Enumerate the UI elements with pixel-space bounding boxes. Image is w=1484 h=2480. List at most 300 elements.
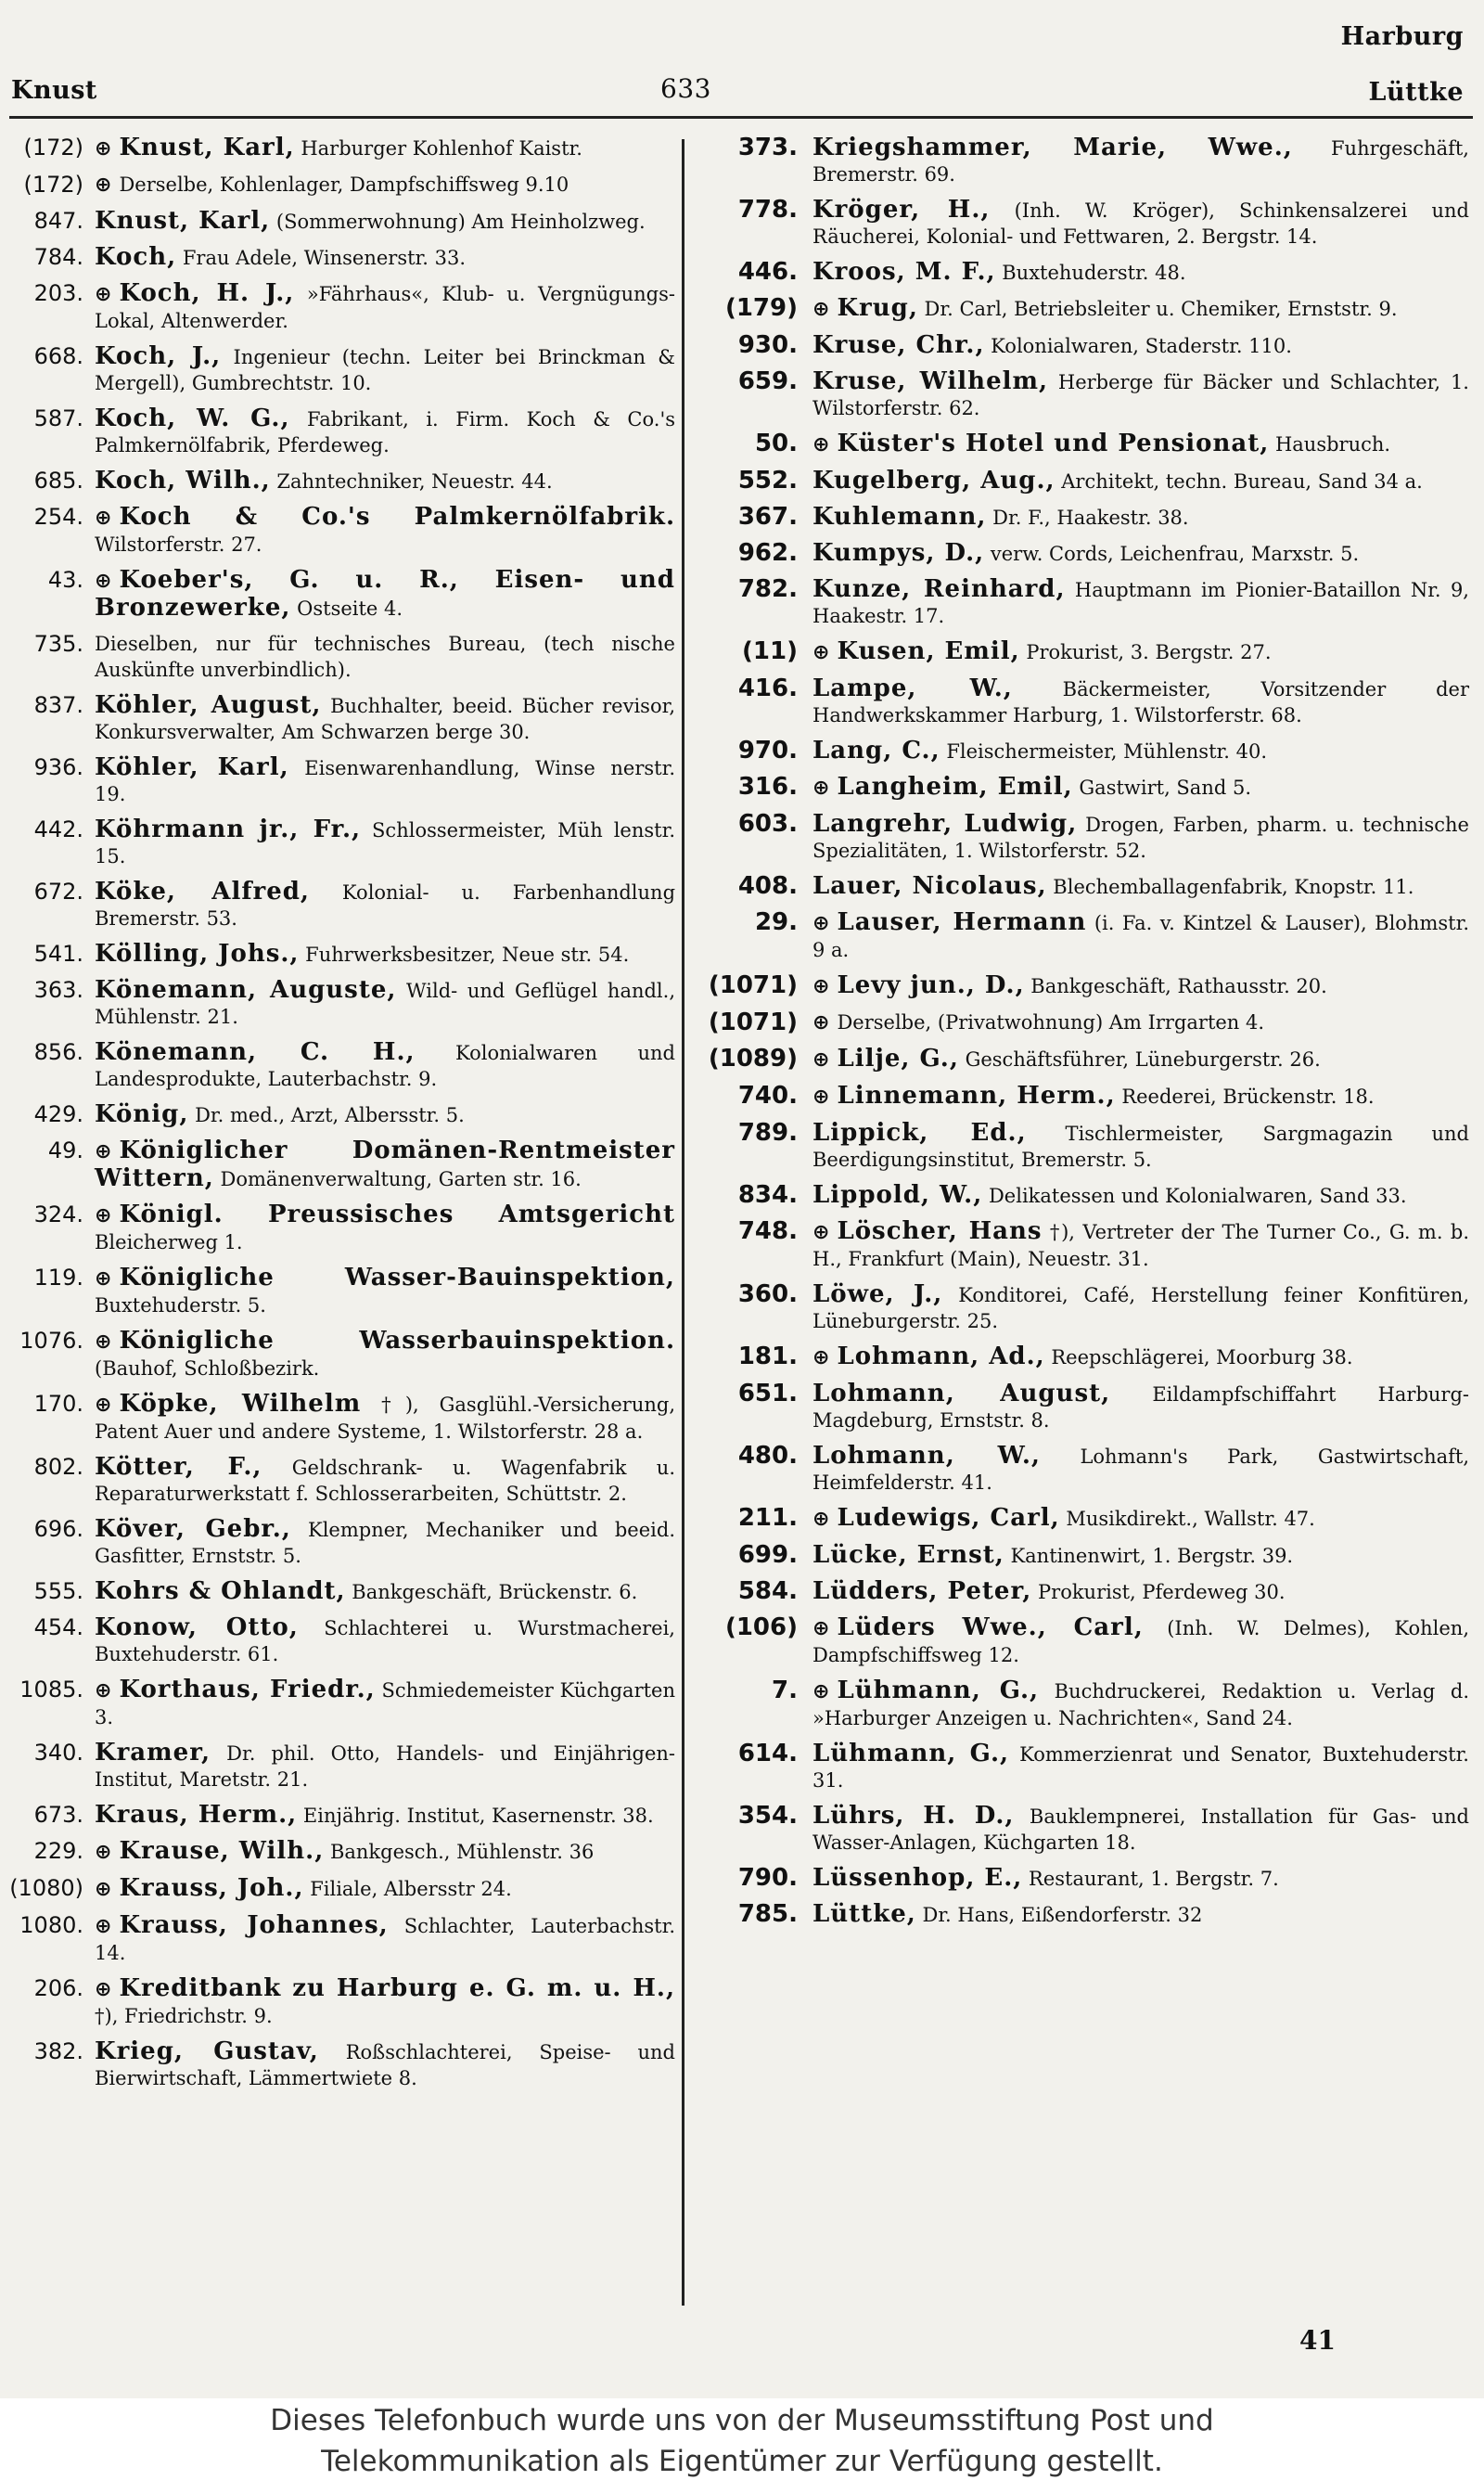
entry-text <box>812 197 1469 250</box>
entry-text <box>95 280 675 334</box>
subscriber-details: Harburger Kohlenhof Kaistr. <box>294 137 582 160</box>
subscriber-details: Bauklempnerei, Installation für Gas- und Wasser-Anlagen, Küchgarten 18. <box>812 1805 1469 1854</box>
directory-entry <box>697 1381 1469 1433</box>
directory-entry <box>6 135 675 162</box>
subscriber-details: Fuhrgeschäft, Bremerstr. 69. <box>812 137 1469 186</box>
header-first-name: Knust <box>11 76 97 105</box>
subscriber-name: Koch & Co.'s Palmkernölfabrik. <box>119 503 675 531</box>
subscriber-details: Kolonialwaren, Staderstr. 110. <box>984 335 1292 357</box>
phone-number: 354. <box>737 1802 798 1830</box>
subscriber-details: (i. Fa. v. Kintzel & Lauser), Blohmstr. 9 a. <box>812 912 1469 961</box>
directory-entry <box>6 1975 675 2029</box>
telephone-mark-icon: ⊕ <box>95 173 112 197</box>
entry-text <box>95 692 675 745</box>
phone-number: 1080. <box>19 1912 83 1938</box>
entry-text <box>95 504 675 558</box>
phone-number: 785. <box>737 1900 798 1928</box>
directory-entry <box>697 1083 1469 1111</box>
entry-text <box>812 1343 1469 1371</box>
subscriber-name: Lang, C., <box>812 737 940 765</box>
entry-text <box>812 738 1469 765</box>
subscriber-name: Königl. Preussisches Amtsgericht <box>119 1201 675 1228</box>
directory-entry <box>6 1677 675 1730</box>
subscriber-details: Bankgeschäft, Rathausstr. 20. <box>1024 975 1327 997</box>
subscriber-details: Konditorei, Café, Herstellung feiner Konfitüren, Lüneburgerstr. 25. <box>812 1284 1469 1332</box>
entry-text <box>812 368 1469 421</box>
entry-text <box>812 468 1469 495</box>
phone-number: 373. <box>737 134 798 161</box>
phone-number: (1089) <box>708 1045 798 1073</box>
phone-number: 673. <box>33 1802 83 1828</box>
entry-text <box>95 405 675 458</box>
directory-entry <box>697 1741 1469 1793</box>
telephone-mark-icon: ⊕ <box>95 283 112 306</box>
entry-text <box>812 576 1469 629</box>
subscriber-details: Wild- und Geflügel handl., Mühlenstr. 21. <box>95 980 675 1028</box>
phone-number: 203. <box>33 280 83 306</box>
entry-text <box>812 1009 1469 1036</box>
subscriber-name: Lüdders, Peter, <box>812 1577 1032 1605</box>
subscriber-details: Buxtehuderstr. 48. <box>995 262 1186 284</box>
phone-number: 837. <box>33 692 83 718</box>
entry-text <box>812 675 1469 728</box>
phone-number: 480. <box>737 1442 798 1470</box>
directory-entry <box>6 280 675 334</box>
telephone-mark-icon: ⊕ <box>95 1204 112 1227</box>
subscriber-details: Buchdruckerei, Redaktion u. Verlag d. »Harburger Anzeigen u. Nachrichten«, Sand 24. <box>812 1680 1469 1729</box>
phone-number: (1080) <box>9 1875 83 1901</box>
directory-entry <box>6 1838 675 1866</box>
subscriber-details: †), Friedrichstr. 9. <box>95 2005 273 2027</box>
subscriber-details: Reederei, Brückenstr. 18. <box>1115 1086 1375 1108</box>
telephone-mark-icon: ⊕ <box>812 1508 830 1531</box>
entry-text <box>812 540 1469 567</box>
telephone-mark-icon: ⊕ <box>812 641 830 664</box>
subscriber-details: »Fährhaus«, Klub- u. Vergnügungs-Lokal, Altenwerder. <box>95 283 675 332</box>
subscriber-details: Architekt, techn. Bureau, Sand 34 a. <box>1055 470 1423 493</box>
subscriber-details: Delikatessen und Kolonialwaren, Sand 33. <box>982 1185 1407 1207</box>
telephone-mark-icon: ⊕ <box>812 1221 830 1244</box>
directory-entry <box>6 631 675 683</box>
subscriber-details: Schmiedemeister Küchgarten 3. <box>95 1679 676 1728</box>
phone-number: 659. <box>737 367 798 395</box>
entry-text <box>812 1443 1469 1496</box>
phone-number: 668. <box>33 343 83 369</box>
telephone-mark-icon: ⊕ <box>812 1011 830 1034</box>
entry-text <box>95 1677 675 1730</box>
subscriber-name: Köhler, August, <box>95 691 322 719</box>
subscriber-name: Lauer, Nicolaus, <box>812 872 1047 900</box>
subscriber-name: Kusen, Emil, <box>837 637 1020 665</box>
entry-text <box>95 754 675 807</box>
directory-entry <box>697 1281 1469 1334</box>
phone-number: (1071) <box>708 1009 798 1036</box>
phone-number: (172) <box>23 172 83 198</box>
phone-number: 802. <box>33 1454 83 1480</box>
phone-number: 784. <box>33 244 83 270</box>
phone-number: 206. <box>33 1975 83 2001</box>
subscriber-name: Korthaus, Friedr., <box>119 1676 376 1703</box>
entry-text <box>95 1614 675 1667</box>
directory-entry <box>6 1516 675 1569</box>
phone-number: 49. <box>47 1137 83 1163</box>
directory-entry <box>6 172 675 199</box>
subscriber-name: Könemann, C. H., <box>95 1038 416 1066</box>
directory-entry <box>6 754 675 807</box>
entry-text <box>95 172 675 199</box>
subscriber-details: Eildampfschiffahrt Harburg-Magdeburg, Ernststr. 8. <box>812 1383 1469 1432</box>
phone-number: 856. <box>33 1039 83 1065</box>
telephone-mark-icon: ⊕ <box>95 1878 112 1901</box>
subscriber-details: Ostseite 4. <box>290 598 403 620</box>
directory-entry <box>697 468 1469 495</box>
subscriber-name: Köke, Alfred, <box>95 878 310 906</box>
subscriber-details: Restaurant, 1. Bergstr. 7. <box>1022 1868 1279 1890</box>
subscriber-details: Dr. Carl, Betriebsleiter u. Chemiker, Ernststr. 9. <box>917 298 1398 320</box>
subscriber-name: Kröger, H., <box>812 196 991 224</box>
directory-entry <box>6 941 675 968</box>
telephone-mark-icon: ⊕ <box>812 1346 830 1369</box>
directory-entry <box>697 972 1469 1000</box>
subscriber-name: Krug, <box>837 294 918 322</box>
phone-number: 790. <box>737 1864 798 1892</box>
subscriber-details: Reepschlägerei, Moorburg 38. <box>1044 1346 1353 1368</box>
subscriber-details: Fuhrwerksbesitzer, Neue str. 54. <box>299 944 630 966</box>
entry-text <box>95 1838 675 1866</box>
phone-number: 340. <box>33 1740 83 1766</box>
subscriber-details: Zahntechniker, Neuestr. 44. <box>270 470 553 493</box>
subscriber-name: Linnemann, Herm., <box>837 1082 1116 1110</box>
telephone-mark-icon: ⊕ <box>812 777 830 800</box>
subscriber-details: Hausbruch. <box>1269 433 1391 456</box>
phone-number: 429. <box>33 1101 83 1127</box>
directory-entry <box>6 1802 675 1829</box>
subscriber-details: (Inh. W. Delmes), Kohlen, Dampfschiffsweg 12. <box>812 1617 1469 1666</box>
phone-number: 170. <box>33 1391 83 1417</box>
subscriber-details: Filiale, Albersstr 24. <box>303 1878 512 1900</box>
directory-entry <box>697 774 1469 802</box>
phone-number: 446. <box>737 258 798 286</box>
phone-number: 789. <box>737 1119 798 1147</box>
subscriber-details: Drogen, Farben, pharm. u. technische Spezialitäten, 1. Wilstorferstr. 52. <box>812 814 1469 862</box>
subscriber-details: Roßschlachterei, Speise- und Bierwirtschaft, Lämmertwiete 8. <box>95 2041 676 2089</box>
subscriber-name: Lührs, H. D., <box>812 1802 1015 1830</box>
entry-text <box>812 1614 1469 1668</box>
directory-entry <box>6 1101 675 1128</box>
directory-entry <box>697 1803 1469 1856</box>
phone-number: 587. <box>33 405 83 431</box>
subscriber-name: Köhler, Karl, <box>95 753 289 781</box>
phone-number: 778. <box>737 196 798 224</box>
subscriber-name: Küster's Hotel und Pensionat, <box>837 430 1270 457</box>
entry-text <box>812 295 1469 323</box>
subscriber-details: Lohmann's Park, Gastwirtschaft, Heimfelderstr. 41. <box>812 1446 1470 1494</box>
subscriber-details: Geldschrank- u. Wagenfabrik u. Reparaturwerkstatt f. Schlosserarbeiten, Schüttstr. 2. <box>95 1457 675 1505</box>
phone-number: 696. <box>33 1516 83 1542</box>
phone-number: 408. <box>737 872 798 900</box>
subscriber-details: (Sommerwohnung) Am Heinholzweg. <box>270 211 646 233</box>
telephone-mark-icon: ⊕ <box>95 1394 112 1417</box>
subscriber-name: Lüders Wwe., Carl, <box>837 1613 1144 1641</box>
header-last-name: Lüttke <box>1368 78 1464 107</box>
subscriber-details: Dr. Hans, Eißendorferstr. 32 <box>915 1904 1203 1926</box>
directory-entry <box>6 692 675 745</box>
subscriber-name: Knust, Karl, <box>119 134 295 161</box>
entry-text <box>95 1912 675 1966</box>
subscriber-details: Einjährig. Institut, Kasernenstr. 38. <box>297 1805 654 1827</box>
entry-text <box>95 468 675 495</box>
directory-entry <box>6 1614 675 1667</box>
phone-number: 930. <box>737 331 798 359</box>
phone-number: 1085. <box>19 1677 83 1703</box>
directory-entry <box>697 504 1469 531</box>
telephone-mark-icon: ⊕ <box>812 1617 830 1640</box>
telephone-mark-icon: ⊕ <box>95 137 112 161</box>
entry-text <box>812 135 1469 187</box>
subscriber-details: Musikdirekt., Wallstr. 47. <box>1059 1508 1315 1530</box>
subscriber-name: Kruse, Chr., <box>812 331 985 359</box>
subscriber-name: Köpke, Wilhelm <box>119 1390 362 1418</box>
directory-entry <box>6 1578 675 1605</box>
telephone-mark-icon: ⊕ <box>95 1915 112 1938</box>
entry-text <box>95 208 675 235</box>
entry-text <box>95 1101 675 1128</box>
subscriber-name: Lohmann, W., <box>812 1442 1041 1470</box>
directory-entry <box>697 1614 1469 1668</box>
directory-entry <box>6 1265 675 1318</box>
directory-entry <box>697 1677 1469 1731</box>
subscriber-details: †), Vertreter der The Turner Co., G. m. b. H., Frankfurt (Main), Neuestr. 31. <box>812 1221 1469 1270</box>
phone-number: 363. <box>33 977 83 1003</box>
entry-text <box>812 1578 1469 1605</box>
directory-entry <box>6 343 675 396</box>
entry-text <box>95 631 675 683</box>
entry-text <box>812 1046 1469 1073</box>
header-rule <box>9 116 1473 119</box>
subscriber-name: Löscher, Hans <box>837 1217 1043 1245</box>
subscriber-name: Koch, W. G., <box>95 405 290 432</box>
directory-entry <box>6 567 675 622</box>
subscriber-details: verw. Cords, Leichenfrau, Marxstr. 5. <box>984 543 1360 565</box>
subscriber-name: Lauser, Hermann <box>837 908 1087 936</box>
header-city: Harburg <box>1340 22 1464 51</box>
subscriber-name: Lohmann, Ad., <box>837 1343 1045 1370</box>
entry-text <box>95 1516 675 1569</box>
directory-entry <box>6 1454 675 1507</box>
subscriber-name: Kraus, Herm., <box>95 1801 298 1829</box>
subscriber-name: Kruse, Wilhelm, <box>812 367 1049 395</box>
phone-number: 324. <box>33 1201 83 1227</box>
entry-text <box>812 811 1469 864</box>
directory-entry <box>697 1120 1469 1173</box>
directory-entry <box>6 1039 675 1092</box>
directory-entry <box>6 816 675 869</box>
directory-entry <box>697 1182 1469 1209</box>
subscriber-details: Schlachter, Lauterbachstr. 14. <box>95 1915 675 1964</box>
subscriber-details: Dieselben, nur für technisches Bureau, (tech nische Auskünfte unverbindlich). <box>95 633 675 681</box>
subscriber-details: †), Gasglühl.-Versicherung, Patent Auer und andere Systeme, 1. Wilstorferstr. 28 a. <box>95 1394 675 1443</box>
phone-number: 603. <box>737 810 798 838</box>
subscriber-details: Wilstorferstr. 27. <box>95 533 262 556</box>
telephone-mark-icon: ⊕ <box>812 975 830 998</box>
entry-text <box>812 1505 1469 1533</box>
subscriber-details: (Bauhof, Schloßbezirk. <box>95 1357 320 1380</box>
directory-entry <box>697 430 1469 458</box>
directory-entry <box>6 1875 675 1903</box>
entry-text <box>95 2038 675 2091</box>
telephone-mark-icon: ⊕ <box>95 1267 112 1291</box>
directory-entry <box>6 405 675 458</box>
telephone-mark-icon: ⊕ <box>812 1086 830 1109</box>
subscriber-name: Königliche Wasser-Bauinspektion, <box>119 1264 675 1291</box>
directory-entry <box>697 811 1469 864</box>
subscriber-name: Lühmann, G., <box>837 1677 1040 1704</box>
entry-text <box>95 1137 675 1192</box>
subscriber-name: Ludewigs, Carl, <box>837 1504 1060 1532</box>
phone-number: 740. <box>737 1082 798 1110</box>
subscriber-name: Langheim, Emil, <box>837 773 1073 801</box>
subscriber-name: Köhrmann jr., Fr., <box>95 816 362 843</box>
subscriber-name: Krauss, Johannes, <box>119 1911 389 1939</box>
subscriber-details: Kommerzienrat und Senator, Buxtehuderstr. 31. <box>812 1743 1469 1792</box>
subscriber-name: Lampe, W., <box>812 675 1013 702</box>
subscriber-name: Kreditbank zu Harburg e. G. m. u. H., <box>119 1974 675 2002</box>
telephone-mark-icon: ⊕ <box>95 1330 112 1354</box>
phone-number: 181. <box>737 1343 798 1370</box>
phone-number: 229. <box>33 1838 83 1864</box>
subscriber-name: Knust, Karl, <box>95 207 271 235</box>
subscriber-details: Bleicherweg 1. <box>95 1231 243 1253</box>
subscriber-name: Koeber's, G. u. R., Eisen- und Bronzewerke, <box>95 566 675 622</box>
subscriber-name: Kriegshammer, Marie, Wwe., <box>812 134 1293 161</box>
phone-number: 382. <box>33 2038 83 2064</box>
directory-entry <box>697 1578 1469 1605</box>
entry-text <box>95 1039 675 1092</box>
phone-number: 685. <box>33 468 83 494</box>
subscriber-name: Koch, J., <box>95 342 222 370</box>
phone-number: 970. <box>737 737 798 765</box>
subscriber-name: Köver, Gebr., <box>95 1515 291 1543</box>
subscriber-details: Schlossermeister, Müh lenstr. 15. <box>95 819 675 867</box>
directory-entry <box>697 576 1469 629</box>
directory-entry <box>697 368 1469 421</box>
subscriber-details: Blechemballagenfabrik, Knopstr. 11. <box>1046 876 1414 898</box>
phone-number: (1071) <box>708 971 798 999</box>
directory-entry <box>697 1046 1469 1073</box>
directory-entry <box>697 1542 1469 1569</box>
subscriber-name: Kugelberg, Aug., <box>812 467 1055 495</box>
directory-entry <box>697 1505 1469 1533</box>
subscriber-name: König, <box>95 1100 189 1128</box>
subscriber-name: Kramer, <box>95 1739 211 1767</box>
phone-number: 50. <box>754 430 798 457</box>
directory-entry <box>6 468 675 495</box>
subscriber-details: Eisenwarenhandlung, Winse nerstr. 19. <box>95 757 675 805</box>
entry-text <box>812 1083 1469 1111</box>
subscriber-name: Levy jun., D., <box>837 971 1025 999</box>
phone-number: 614. <box>737 1740 798 1767</box>
directory-entry <box>6 2038 675 2091</box>
footer-notice <box>0 2398 1484 2480</box>
subscriber-name: Koch, H. J., <box>119 279 295 307</box>
telephone-mark-icon: ⊕ <box>95 1978 112 2001</box>
directory-entry <box>6 1328 675 1381</box>
entry-text <box>812 1381 1469 1433</box>
directory-entry <box>697 675 1469 728</box>
directory-entry <box>697 259 1469 286</box>
directory-entry <box>6 879 675 932</box>
entry-text <box>812 972 1469 1000</box>
right-column <box>697 135 1469 1937</box>
subscriber-details: Fabrikant, i. Firm. Koch & Co.'s Palmkernölfabrik, Pferdeweg. <box>95 408 676 456</box>
directory-entry <box>697 540 1469 567</box>
subscriber-details: Dr. F., Haakestr. 38. <box>986 507 1189 529</box>
phone-number: 735. <box>33 631 83 657</box>
subscriber-details: Dr. phil. Otto, Handels- und Einjährigen-Institut, Maretstr. 21. <box>95 1742 675 1791</box>
sheet-number: 41 <box>1299 2325 1336 2356</box>
entry-text <box>812 259 1469 286</box>
entry-text <box>812 909 1469 963</box>
entry-text <box>95 1802 675 1829</box>
phone-number: 119. <box>33 1265 83 1291</box>
directory-entry <box>697 197 1469 250</box>
phone-number: (179) <box>724 294 798 322</box>
directory-entry <box>697 638 1469 666</box>
entry-text <box>95 1975 675 2029</box>
subscriber-name: Königlicher Domänen-Rentmeister Wittern, <box>95 1137 675 1192</box>
phone-number: 672. <box>33 879 83 905</box>
subscriber-name: Kölling, Johs., <box>95 940 300 968</box>
phone-number: 360. <box>737 1280 798 1308</box>
subscriber-name: Konow, Otto, <box>95 1613 299 1641</box>
phone-number: 699. <box>737 1541 798 1569</box>
phone-number: 7. <box>772 1677 798 1704</box>
subscriber-details: Kolonialwaren und Landesprodukte, Lauterbachstr. 9. <box>95 1042 675 1090</box>
phone-number: 555. <box>33 1578 83 1604</box>
directory-entry <box>6 1137 675 1192</box>
telephone-mark-icon: ⊕ <box>95 1841 112 1864</box>
entry-text <box>812 638 1469 666</box>
phone-number: 442. <box>33 816 83 842</box>
subscriber-details: Schlachterei u. Wurstmacherei, Buxtehuderstr. 61. <box>95 1617 675 1665</box>
entry-text <box>95 941 675 968</box>
subscriber-name: Lohmann, August, <box>812 1380 1111 1407</box>
subscriber-name: Langrehr, Ludwig, <box>812 810 1078 838</box>
phone-number: 416. <box>737 675 798 702</box>
directory-entry <box>6 1201 675 1255</box>
telephone-mark-icon: ⊕ <box>95 570 112 593</box>
subscriber-details: Ingenieur (techn. Leiter bei Brinckman & Mergell), Gumbrechtstr. 10. <box>95 346 676 394</box>
entry-text <box>95 244 675 271</box>
entry-text <box>95 1201 675 1255</box>
subscriber-details: Kolonial- u. Farbenhandlung Bremerstr. 53. <box>95 881 676 930</box>
subscriber-name: Koch, <box>95 243 177 271</box>
footer-line-2: Telekommunikation als Eigentümer zur Verfügung gestellt. <box>321 2445 1163 2478</box>
subscriber-details: Buxtehuderstr. 5. <box>95 1294 266 1317</box>
subscriber-name: Lüssenhop, E., <box>812 1864 1023 1892</box>
telephone-mark-icon: ⊕ <box>812 433 830 456</box>
phone-number: 552. <box>737 467 798 495</box>
subscriber-details: Domänenverwaltung, Garten str. 16. <box>213 1168 582 1190</box>
phone-number: 782. <box>737 575 798 603</box>
entry-text <box>812 1865 1469 1892</box>
entry-text <box>812 430 1469 458</box>
subscriber-details: Buchhalter, beeid. Bücher revisor, Konkursverwalter, Am Schwarzen berge 30. <box>95 695 675 743</box>
phone-number: 316. <box>737 773 798 801</box>
entry-text <box>812 1741 1469 1793</box>
entry-text <box>95 1454 675 1507</box>
phone-number: 43. <box>47 567 83 593</box>
